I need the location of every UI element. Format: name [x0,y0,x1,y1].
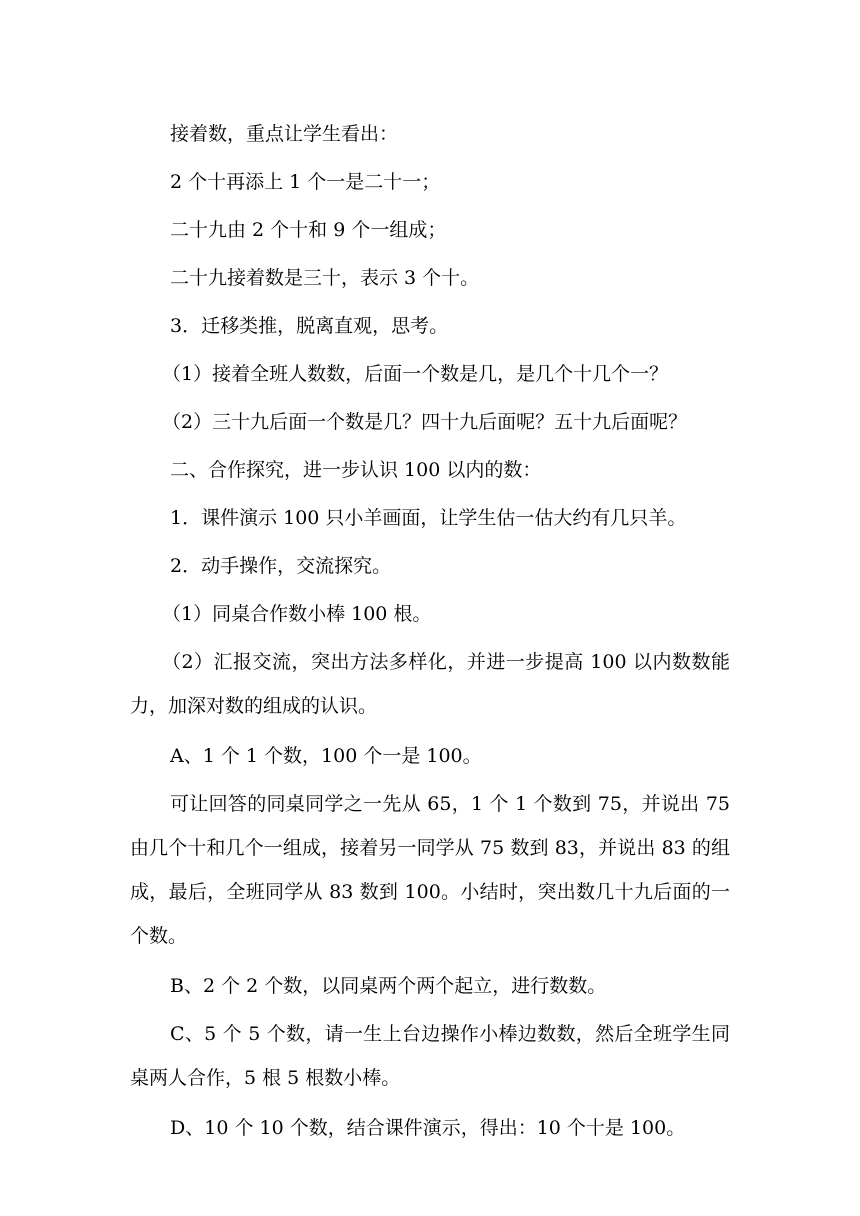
substep-1: （1）同桌合作数小棒 100 根。 [162,603,432,625]
substep-2-paragraph: （2）汇报交流，突出方法多样化，并进一步提高 100 以内数数能力，加深对数的组成的认识。 [130,651,730,717]
question-2: （2）三十九后面一个数是几？四十九后面呢？五十九后面呢？ [162,411,688,433]
method-a: A、1 个 1 个数，100 个一是 100。 [170,745,482,767]
text-line-2: 2 个十再添上 1 个一是二十一； [170,171,441,193]
method-b: B、2 个 2 个数，以同桌两个两个起立，进行数数。 [170,975,607,997]
method-c-paragraph: C、5 个 5 个数，请一生上台边操作小棒边数数，然后全班学生同桌两人合作，5 根 5 根数小棒。 [130,1023,730,1089]
section-heading-two: 二、合作探究，进一步认识 100 以内的数： [170,459,542,481]
document-page [130,110,730,1152]
method-d: D、10 个 10 个数，结合课件演示，得出：10 个十是 100。 [170,1117,686,1139]
text-line-3: 二十九由 2 个十和 9 个一组成； [170,219,447,241]
step-2: 2．动手操作，交流探究。 [170,555,392,577]
text-line-1: 接着数，重点让学生看出： [170,123,399,145]
step-1: 1．课件演示 100 只小羊画面，让学生估一估大约有几只羊。 [170,507,687,529]
question-1: （1）接着全班人数数，后面一个数是几，是几个十几个一？ [162,363,669,385]
text-line-4: 二十九接着数是三十，表示 3 个十。 [170,267,480,289]
section-heading-3: 3．迁移类推，脱离直观，思考。 [170,315,449,337]
answer-paragraph: 可让回答的同桌同学之一先从 65，1 个 1 个数到 75，并说出 75 由几个十和几个一组成，接着另一同学从 75 数到 83，并说出 83 的组成，最后，全班同学从 83 数到 100。小结时，突出数几十九后面的一个数。 [130,793,730,947]
